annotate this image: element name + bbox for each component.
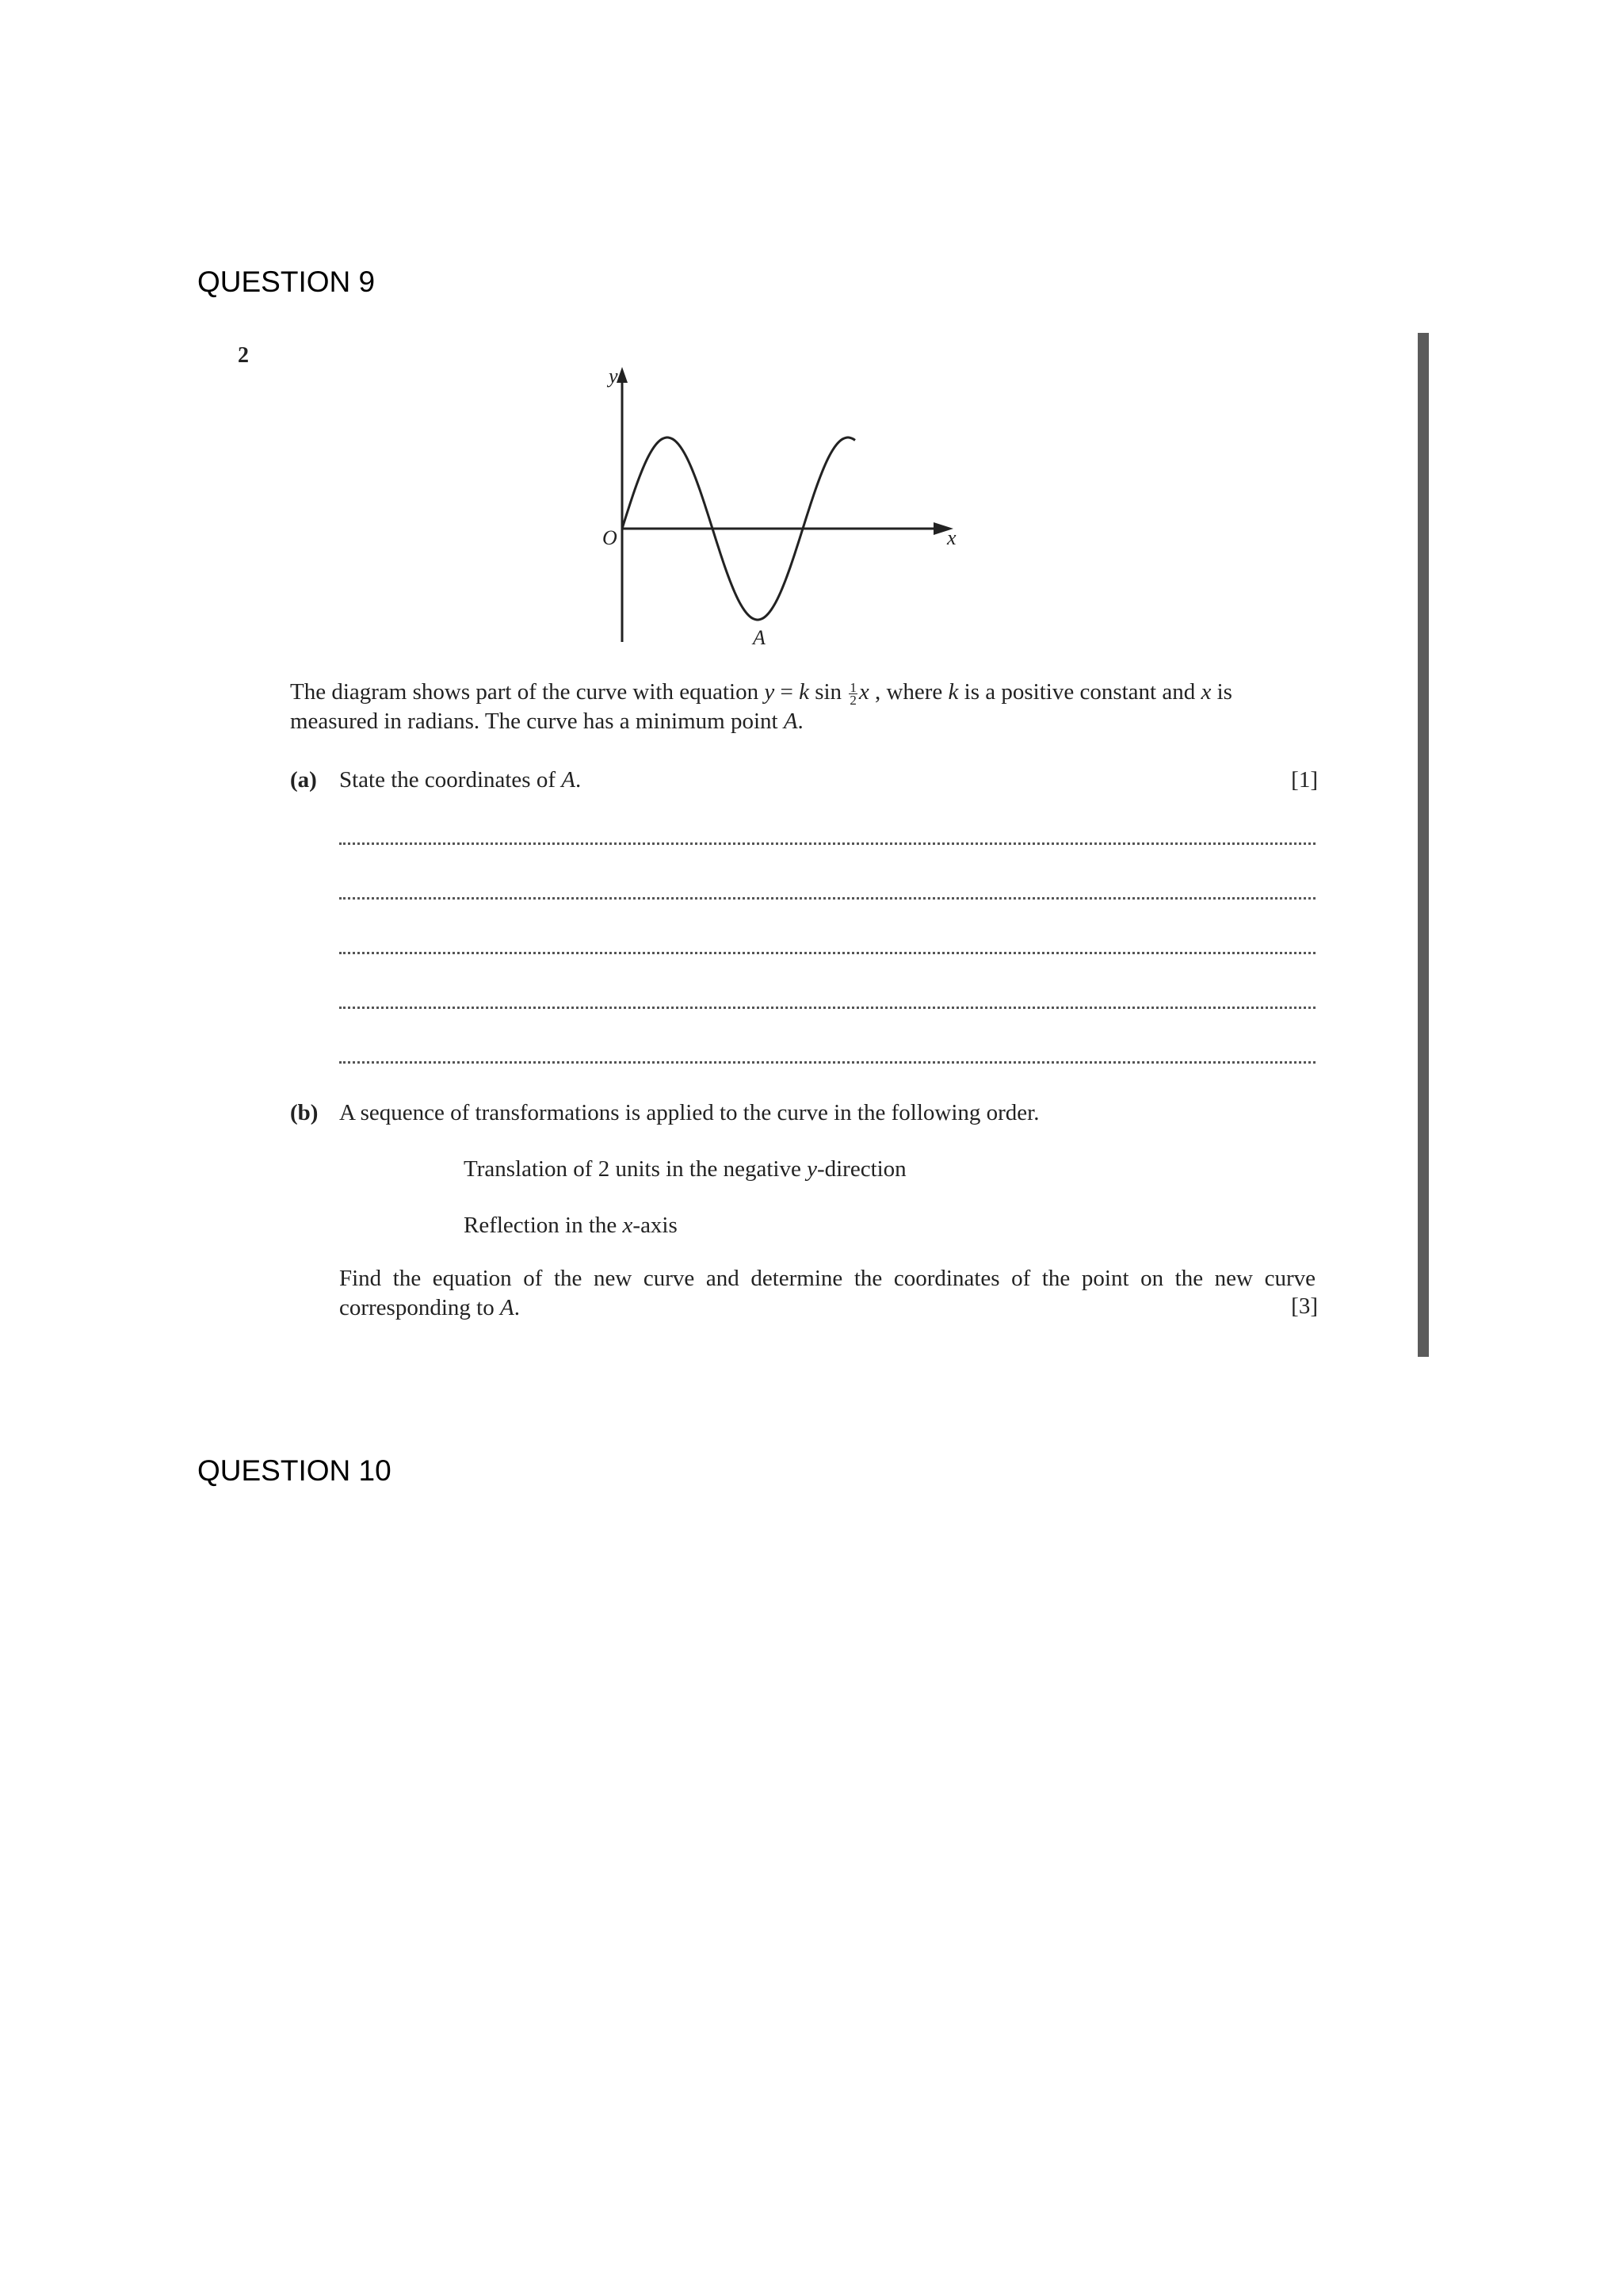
y-axis-label: y — [609, 365, 618, 388]
fraction-half: $\frac{1}{2}$ — [850, 679, 857, 708]
part-b-text: A sequence of transformations is applied to the curve in the following order. — [339, 1100, 1040, 1125]
answer-line[interactable] — [339, 897, 1316, 900]
answer-line[interactable] — [339, 952, 1316, 954]
y-axis-arrow — [617, 367, 628, 383]
transformation-2: Reflection in the x-axis — [464, 1213, 678, 1238]
origin-label: O — [602, 526, 617, 549]
answer-line[interactable] — [339, 1061, 1316, 1064]
part-a-marks: [1] — [1291, 767, 1318, 793]
question-number: 2 — [238, 343, 249, 368]
stem-line-1: The diagram shows part of the curve with equation y = k sin $\frac{1}{2}$ x , where k is a positive constant and x is — [290, 679, 1232, 708]
question-stem — [290, 678, 1320, 736]
part-b-label: (b) — [290, 1100, 319, 1125]
part-a-text: State the coordinates of A. — [339, 767, 582, 793]
part-b-marks: [3] — [1291, 1293, 1318, 1319]
answer-line[interactable] — [339, 842, 1316, 845]
minimum-point-label: A — [753, 626, 766, 649]
answer-line[interactable] — [339, 1007, 1316, 1009]
transformation-1: Translation of 2 units in the negative y-direction — [464, 1156, 907, 1182]
part-b-instruction: Find the equation of the new curve and determine the coordinates of the point on the new curve corresponding to A. — [339, 1266, 1316, 1320]
sine-curve-diagram — [579, 361, 991, 662]
x-axis-label: x — [947, 526, 957, 549]
stem-line-2: measured in radians. The curve has a minimum point A. — [290, 709, 804, 734]
question-10-heading: QUESTION 10 — [197, 1454, 391, 1487]
question-9-heading: QUESTION 9 — [197, 266, 376, 298]
margin-bar — [1418, 333, 1429, 1357]
part-a-label: (a) — [290, 767, 317, 793]
